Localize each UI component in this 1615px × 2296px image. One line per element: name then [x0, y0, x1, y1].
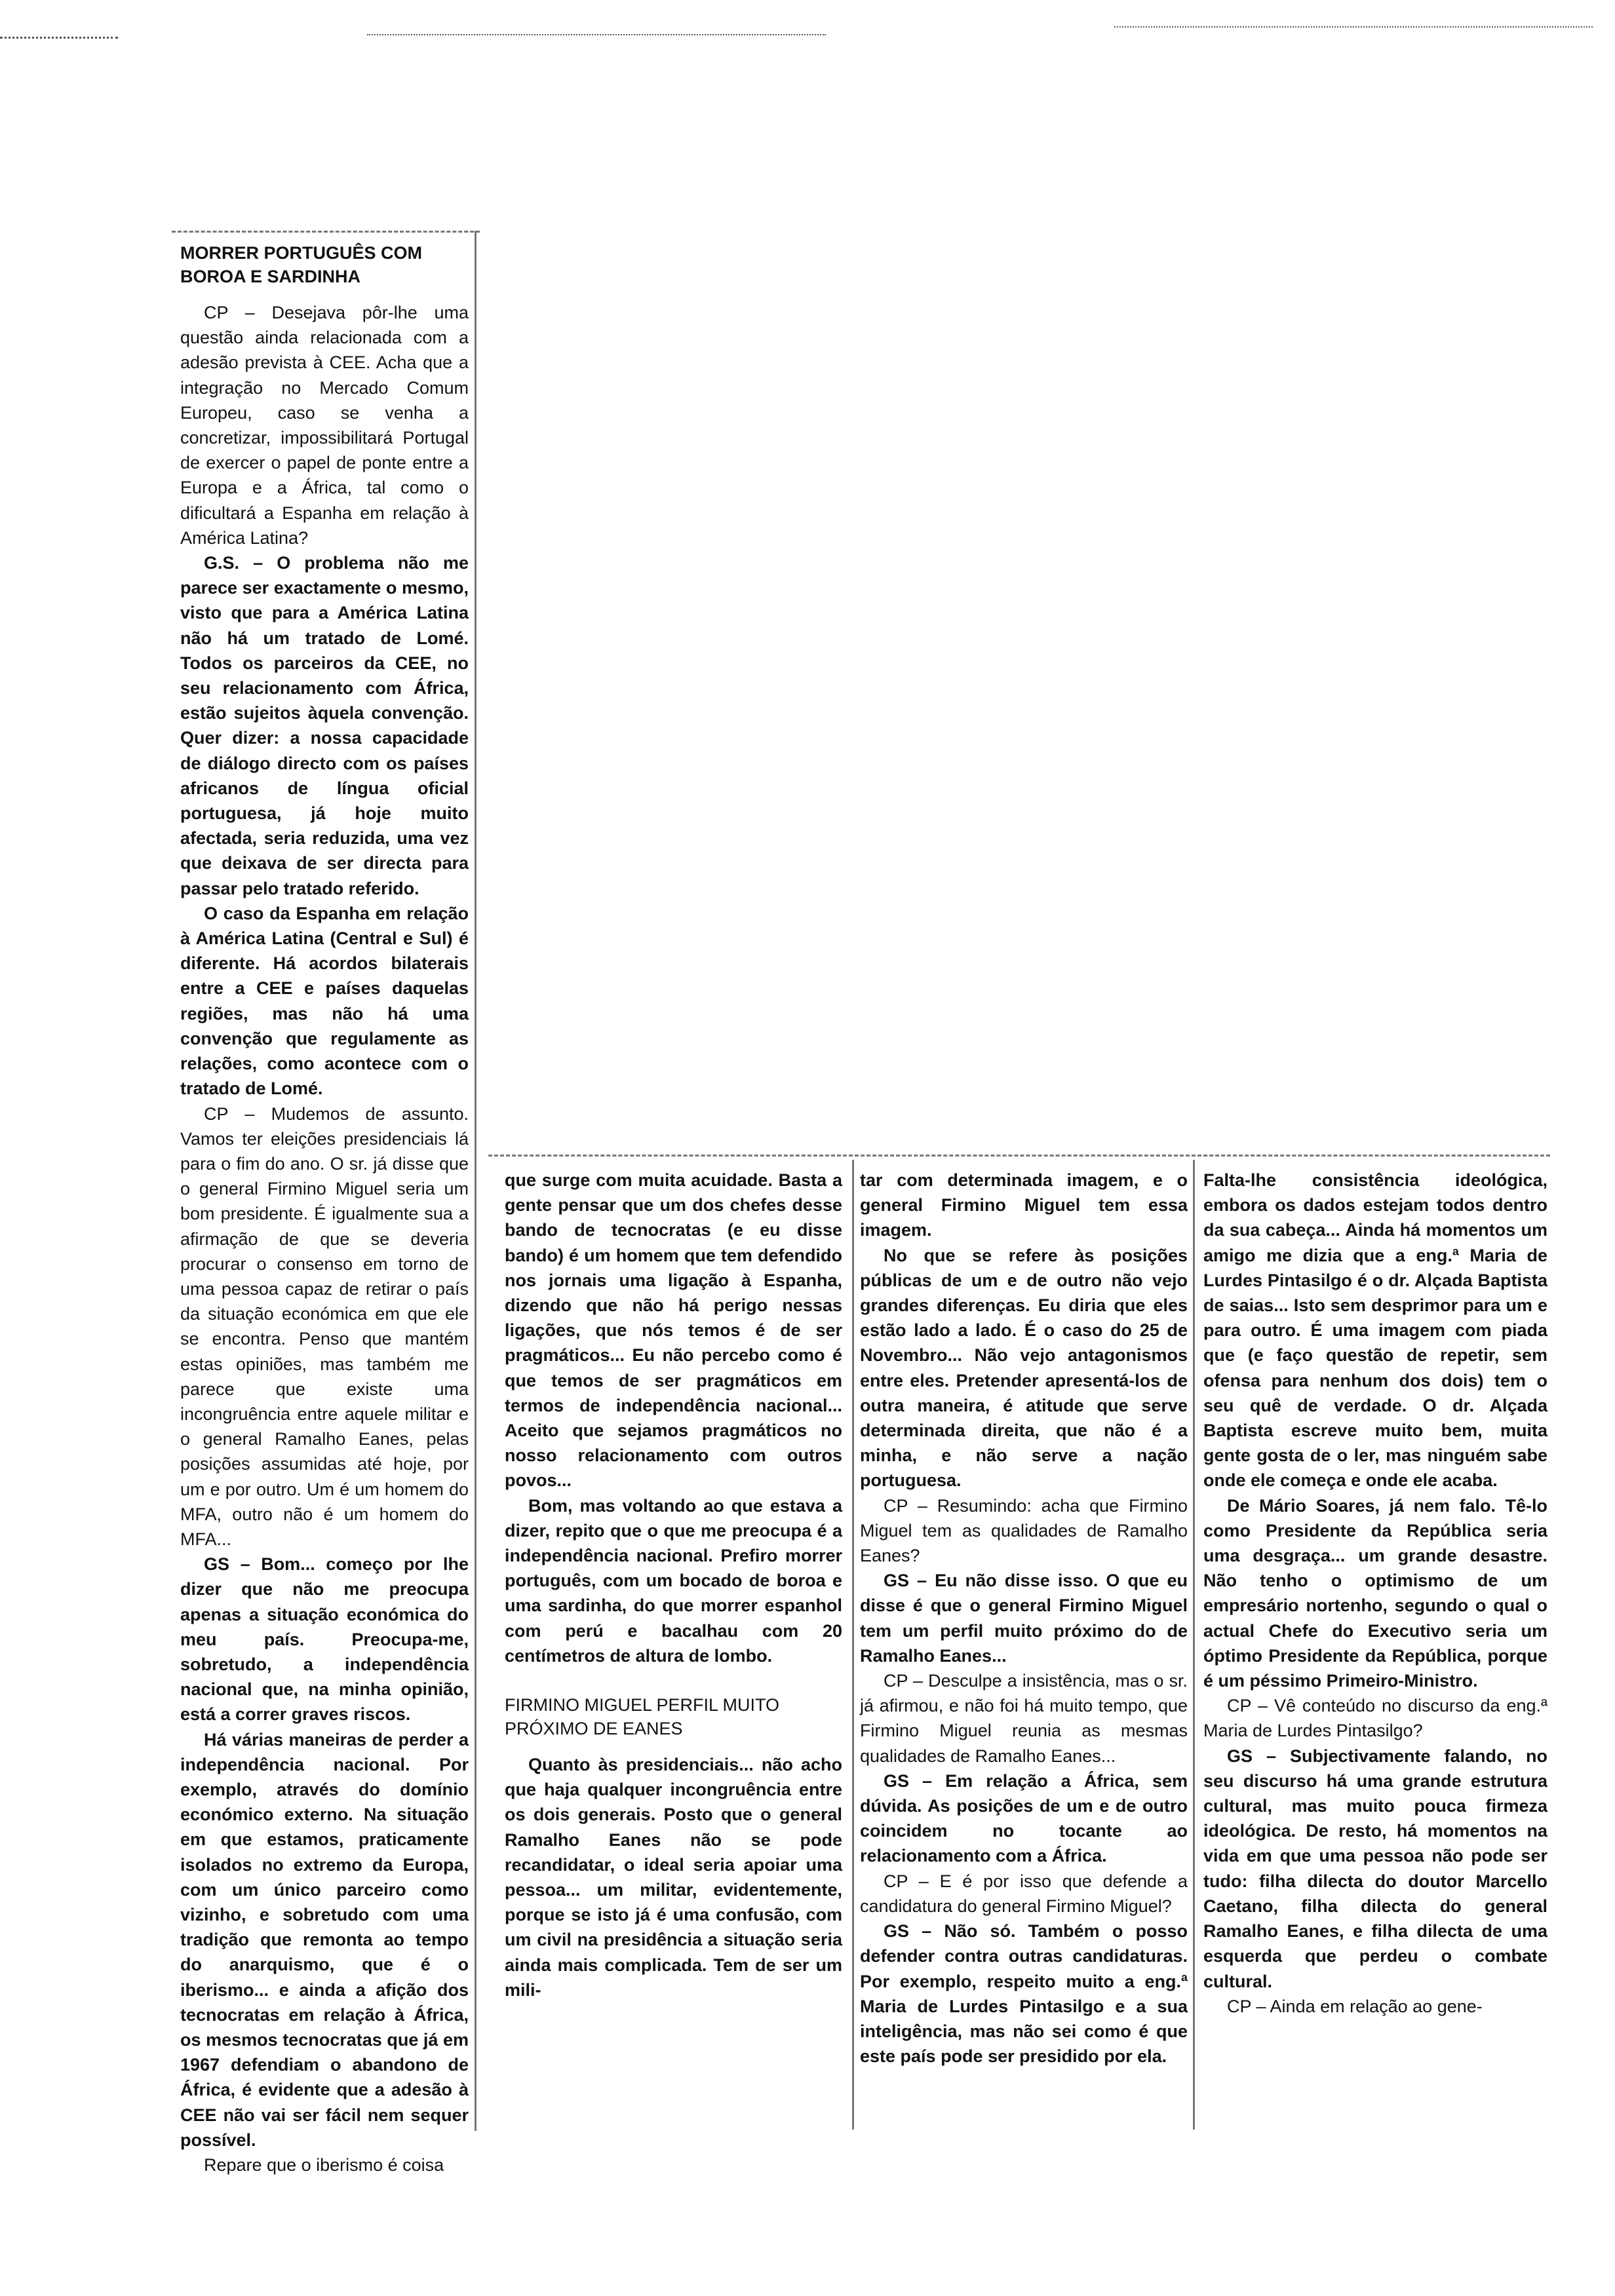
paragraph: que surge com muita acuidade. Basta a gente pensar que um dos chefes desse bando de tecnocratas (e eu disse bando) é um homem que tem defendido nos jornais uma ligação à Espanha, dizendo que não há perigo nessas ligações, que nós temos é de ser pragmáticos... Eu não percebo como é que temos de ser pragmáticos em termos de independência nacional... Aceito que sejamos pragmáticos no nosso relacionamento com outros povos... [505, 1170, 842, 1491]
section-heading: MORRER PORTUGUÊS COM BOROA E SARDINHA [180, 243, 423, 286]
paragraph: GS – Eu não disse isso. O que eu disse é que o general Firmino Miguel tem um perfil muito próximo do de Ramalho Eanes... [860, 1571, 1188, 1666]
column-1-top-rule [172, 231, 480, 233]
article-column-4 [1203, 1168, 1547, 2137]
column-3-right-rule [1193, 1160, 1195, 2130]
article-column-3 [860, 1168, 1188, 2137]
paragraph: CP – Desculpe a insistência, mas o sr. já afirmou, e não foi há muito tempo, que Firmino Miguel reunia as mesmas qualidades de Ramalho Eanes... [860, 1671, 1188, 1766]
column-2-right-rule [852, 1160, 854, 2130]
paragraph: Quanto às presidenciais... não acho que haja qualquer incongruência entre os dois generais. Posto que o general Ramalho Eanes não se pode recandidatar, o ideal seria apoiar uma pessoa... um militar, evidentemente, porque se isto já é uma confusão, com um civil na presidência a situação seria ainda mais complicada. Tem de ser um mili- [505, 1755, 842, 2000]
column-1-right-rule [475, 231, 477, 2131]
column-4-paragraphs [1203, 1168, 1547, 2019]
column-3-paragraphs [860, 1168, 1188, 2069]
column-2-paragraphs-continued [505, 1752, 842, 2002]
paragraph: GS – Bom... começo por lhe dizer que não me preocupa apenas a situação económica do meu país. Preocupa-me, sobretudo, a independência nacional que, na minha opinião, está a correr graves riscos. [180, 1554, 469, 1725]
paragraph: Falta-lhe consistência ideológica, embora os dados estejam todos dentro da sua cabeça... Ainda há momentos um amigo me dizia que a eng.ª Maria de Lurdes Pintasilgo é o dr. Alçada Baptista de saias... Isto sem desprimor para um e para outro. É uma imagem com piada que (e faço questão de repetir, sem ofensa para nenhum dos dois) tem o seu quê de verdade. O dr. Alçada Baptista escreve muito bem, muita gente gosta de o ler, mas ninguém sabe onde ele começa e onde ele acaba. [1203, 1170, 1547, 1491]
article-column-1 [180, 241, 469, 2175]
scan-noise-top-mid [367, 34, 826, 35]
column-2-paragraphs [505, 1168, 842, 1668]
article-column-2 [505, 1168, 842, 2137]
paragraph: GS – Em relação a África, sem dúvida. As posições de um e de outro coincidem no tocante ao relacionamento com a África. [860, 1770, 1188, 1866]
section-subheading: FIRMINO MIGUEL PERFIL MUITO PRÓXIMO DE EANES [505, 1695, 780, 1739]
paragraph: De Mário Soares, já nem falo. Tê-lo como Presidente da República seria uma desgraça... um grande desastre. Não tenho o optimismo de um empresário nortenho, segundo o qual o actual Chefe do Executivo seria um óptimo Presidente da República, porque é um péssimo Primeiro-Ministro. [1203, 1495, 1547, 1691]
paragraph: Há várias maneiras de perder a independência nacional. Por exemplo, através do domínio económico externo. Na situação em que estamos, praticamente isolados no extremo da Europa, com um único parceiro como vizinho, e sobretudo com uma tradição que remonta ao tempo do anarquismo, que é o iberismo... e ainda a afição dos tecnocratas em relação à África, os mesmos tecnocratas que já em 1967 defendiam o abandono de África, é evidente que a adesão à CEE não vai ser fácil nem sequer possível. [180, 1729, 469, 2150]
paragraph: No que se refere às posições públicas de um e de outro não vejo grandes diferenças. Eu diria que eles estão lado a lado. É o caso do 25 de Novembro... Não vejo antagonismos entre eles. Pretender apresentá-los de outra maneira, é atitude que serve determinada direita, que não é a minha, e não serve a nação portuguesa. [860, 1245, 1188, 1491]
paragraph: CP – Desejava pôr-lhe uma questão ainda relacionada com a adesão prevista à CEE. Acha que a integração no Mercado Comum Europeu, caso se venha a concretizar, impossibilitará Portugal de exercer o papel de ponte entre a Europa e a África, tal como o dificultará a Espanha em relação à América Latina? [180, 303, 469, 548]
paragraph: Bom, mas voltando ao que estava a dizer, repito que o que me preocupa é a independência nacional. Prefiro morrer português, com um bocado de boroa e uma sardinha, do que morrer espanhol com perú e bacalhau com 20 centímetros de altura de lombo. [505, 1495, 842, 1666]
scan-noise-top-right [1114, 26, 1593, 28]
paragraph: CP – Resumindo: acha que Firmino Miguel tem as qualidades de Ramalho Eanes? [860, 1495, 1188, 1566]
paragraph: GS – Subjectivamente falando, no seu discurso há uma grande estrutura cultural, mas muito pouca firmeza ideológica. De resto, há momentos na vida em que uma pessoa não pode ser tudo: filha dilecta do doutor Marcello Caetano, filha dilecta do general Ramalho Eanes, e filha dilecta de uma esquerda que perdeu o combate cultural. [1203, 1746, 1547, 1991]
paragraph: CP – Ainda em relação ao gene- [1227, 1996, 1483, 2016]
paragraph: tar com determinada imagem, e o general Firmino Miguel tem essa imagem. [860, 1170, 1188, 1240]
scan-noise-top-left [0, 37, 118, 39]
lower-columns-top-rule [488, 1155, 1550, 1157]
paragraph: CP – Mudemos de assunto. Vamos ter eleições presidenciais lá para o fim do ano. O sr. já disse que o general Firmino Miguel seria um bom presidente. É igualmente sua a afirmação de que se deveria procurar o consenso em torno de uma pessoa capaz de retirar o país da situação económica em que ele se encontra. Penso que mantém estas opiniões, mas também me parece que existe uma incongruência entre aquele militar e o general Ramalho Eanes, pelas posições assumidas até hoje, por um e por outro. Um é um homem do MFA, outro não é um homem do MFA... [180, 1103, 469, 1549]
paragraph: G.S. – O problema não me parece ser exactamente o mesmo, visto que para a América Latina não há um tratado de Lomé. Todos os parceiros da CEE, no seu relacionamento com África, estão sujeitos àquela convenção. Quer dizer: a nossa capacidade de diálogo directo com os países africanos de língua oficial portuguesa, já hoje muito afectada, seria reduzida, uma vez que deixava de ser directa para passar pelo tratado referido. [180, 553, 469, 898]
paragraph: O caso da Espanha em relação à América Latina (Central e Sul) é diferente. Há acordos bilaterais entre a CEE e países daquelas regiões, mas não há uma convenção que regulamente as relações, como acontece com o tratado de Lomé. [180, 903, 469, 1099]
paragraph: GS – Não só. Também o posso defender contra outras candidaturas. Por exemplo, respeito muito a eng.ª Maria de Lurdes Pintasilgo e a sua inteligência, mas não sei como é que este país pode ser presidido por ela. [860, 1921, 1188, 2067]
paragraph: CP – E é por isso que defende a candidatura do general Firmino Miguel? [860, 1871, 1188, 1916]
paragraph: CP – Vê conteúdo no discurso da eng.ª Maria de Lurdes Pintasilgo? [1203, 1696, 1547, 1741]
paragraph: Repare que o iberismo é coisa [204, 2155, 444, 2175]
column-1-paragraphs [180, 300, 469, 2177]
